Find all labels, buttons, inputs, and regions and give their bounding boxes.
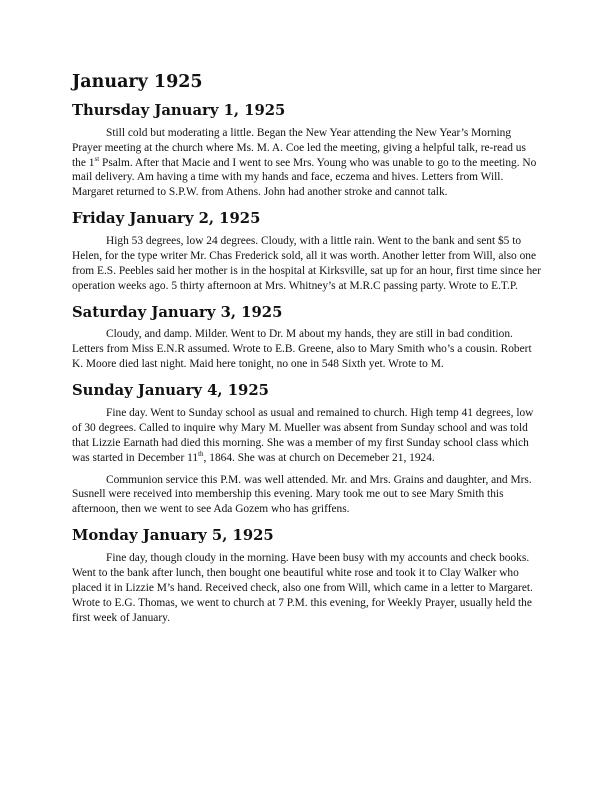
paragraph-text: Fine day, though cloudy in the morning. Have been busy with my accounts and check books. Went to the bank after lunch, then bought one beautiful white rose and took it to Clay Walker who placed it in Lizzie M’s hand. Received check, also one from Will, which came in a letter to Margaret. Wrote to E.G. Thomas, we went to church at 7 P.M. this evening, for Weekly Prayer, usually held the first week of January. [72, 551, 533, 624]
paragraph-text: Psalm. After that Macie and I went to see Mrs. Young who was unable to go to the meeting. No mail delivery. Am having a time with my hands and face, eczema and hives. Letters from Will. Margaret returned to S.P.W. from Athens. John had another stroke and cannot talk. [72, 156, 537, 199]
paragraph-text: Communion service this P.M. was well attended. Mr. and Mrs. Grains and daughter, and Mrs. Susnell were received into membership this evening. Mary took me out to see Mary Smith this afternoon, then we went to see Ada Gozem who has griffens. [72, 473, 532, 516]
entry-heading: Saturday January 3, 1925 [72, 303, 283, 321]
entry-heading: Friday January 2, 1925 [72, 210, 261, 228]
entry-paragraph [72, 473, 542, 518]
entry-heading: Thursday January 1, 1925 [72, 102, 286, 119]
paragraph-text: Still cold but moderating a little. Began the New Year attending the New Year’s Morning Prayer meeting at the church where Ms. M. A. Coe led the meeting, giving a helpful talk, re-read us the 1 [72, 126, 526, 169]
paragraph-text: Fine day. Went to Sunday school as usual and remained to church. High temp 41 degrees, low of 30 degrees. Called to inquire why Mary M. Mueller was absent from Sunday school and was told that Lizzie Earnath had died this morning. She was a member of my first Sunday school class which was started in December 11 [72, 406, 534, 464]
ordinal-suffix: st [94, 154, 100, 163]
paragraph-text: , 1864. She was at church on Decemeber 21, 1924. [203, 451, 435, 464]
ordinal-suffix: th [198, 449, 204, 458]
diary-entries [72, 102, 542, 626]
entry-paragraph [72, 327, 542, 372]
entry-paragraph [72, 126, 542, 201]
entry-paragraph [72, 234, 542, 294]
entry-paragraph [72, 406, 542, 466]
entry-heading: Sunday January 4, 1925 [72, 382, 269, 400]
paragraph-text: Cloudy, and damp. Milder. Went to Dr. M about my hands, they are still in bad condition. Letters from Miss E.N.R assumed. Wrote to E.B. Greene, also to Mary Smith who’s a cousin. Robert K. Moore died last night. Maid here tonight, no one in 548 Sixth yet. Wrote to M. [72, 328, 532, 371]
entry-heading: Monday January 5, 1925 [72, 527, 274, 545]
month-title: January 1925 [72, 72, 203, 92]
paragraph-text: High 53 degrees, low 24 degrees. Cloudy, with a little rain. Went to the bank and sent $5 to Helen, for the type writer Mr. Chas Frederick sold, all it was worth. Another letter from Will, also one from E.S. Peebles said her mother is in the hospital at Kirksville, sat up for an hour, first time since her operation weeks ago. 5 thirty afternoon at Mrs. Whitney’s at M.R.C passing party. Wrote to E.T.P. [72, 235, 541, 292]
entry-paragraph [72, 551, 542, 626]
